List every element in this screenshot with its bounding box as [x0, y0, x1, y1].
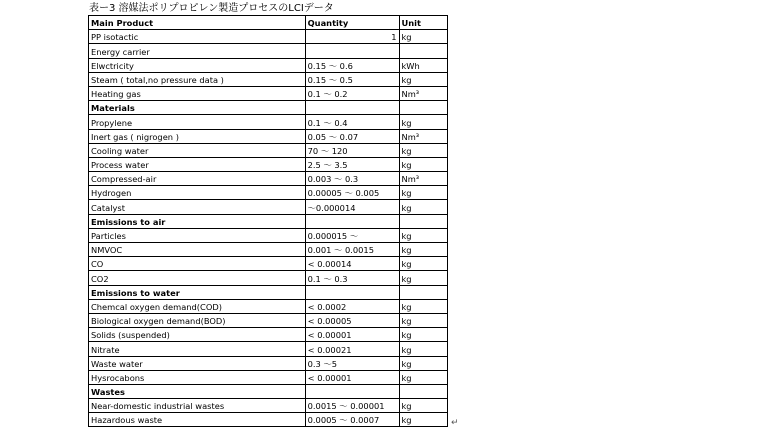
table-row	[89, 299, 448, 313]
label-cell: Cooling water	[89, 143, 306, 157]
unit-cell: kg	[399, 257, 448, 271]
quantity-cell	[305, 285, 399, 299]
label-cell: Biological oxygen demand(BOD)	[89, 313, 306, 327]
label-cell: NMVOC	[89, 243, 306, 257]
paragraph-return-mark: ↵	[451, 418, 459, 428]
label-cell: Process water	[89, 157, 306, 171]
quantity-cell	[305, 101, 399, 115]
label-cell: Materials	[89, 101, 306, 115]
unit-cell: kg	[399, 342, 448, 356]
header-unit: Unit	[399, 16, 448, 30]
table-row	[89, 172, 448, 186]
quantity-cell: 0.000015 ～	[305, 228, 399, 242]
quantity-cell: 0.05 ～ 0.07	[305, 129, 399, 143]
unit-cell: kg	[399, 228, 448, 242]
quantity-cell: 2.5 ～ 3.5	[305, 157, 399, 171]
label-cell: Particles	[89, 228, 306, 242]
header-quantity: Quantity	[305, 16, 399, 30]
unit-cell: kg	[399, 30, 448, 44]
table-row	[89, 313, 448, 327]
table-row	[89, 115, 448, 129]
unit-cell: Nm³	[399, 86, 448, 100]
quantity-cell	[305, 214, 399, 228]
label-cell: Inert gas ( nigrogen )	[89, 129, 306, 143]
unit-cell: Nm³	[399, 129, 448, 143]
quantity-cell: 0.00005 ～ 0.005	[305, 186, 399, 200]
unit-cell: kg	[399, 271, 448, 285]
label-cell: Hysrocabons	[89, 370, 306, 384]
table-row	[89, 228, 448, 242]
unit-cell: kg	[399, 200, 448, 214]
quantity-cell: < 0.00014	[305, 257, 399, 271]
table-row	[89, 413, 448, 427]
quantity-cell: 0.1 ～ 0.2	[305, 86, 399, 100]
quantity-cell: 0.003 ～ 0.3	[305, 172, 399, 186]
label-cell: Near-domestic industrial wastes	[89, 399, 306, 413]
table-row	[89, 257, 448, 271]
unit-cell: kg	[399, 356, 448, 370]
table-row	[89, 328, 448, 342]
quantity-cell	[305, 384, 399, 398]
lci-data-table	[88, 15, 448, 427]
quantity-cell: 0.1 ～ 0.3	[305, 271, 399, 285]
table-row	[89, 72, 448, 86]
label-cell: Nitrate	[89, 342, 306, 356]
table-row	[89, 58, 448, 72]
table-header-row	[89, 16, 448, 30]
label-cell: Catalyst	[89, 200, 306, 214]
table-row	[89, 200, 448, 214]
unit-cell: kg	[399, 328, 448, 342]
quantity-cell: < 0.00001	[305, 370, 399, 384]
unit-cell	[399, 384, 448, 398]
label-cell: Solids (suspended)	[89, 328, 306, 342]
label-cell: Hazardous waste	[89, 413, 306, 427]
table-row	[89, 271, 448, 285]
table-row	[89, 356, 448, 370]
unit-cell: kg	[399, 143, 448, 157]
unit-cell	[399, 101, 448, 115]
label-cell: Wastes	[89, 384, 306, 398]
quantity-cell	[305, 44, 399, 58]
quantity-cell: 0.15 ～ 0.6	[305, 58, 399, 72]
unit-cell: kg	[399, 399, 448, 413]
label-cell: Elwctricity	[89, 58, 306, 72]
label-cell: Emissions to air	[89, 214, 306, 228]
label-cell: CO2	[89, 271, 306, 285]
section-header-row	[89, 101, 448, 115]
quantity-cell: 0.0005 ～ 0.0007	[305, 413, 399, 427]
table-row	[89, 129, 448, 143]
unit-cell: kg	[399, 370, 448, 384]
label-cell: Steam ( total,no pressure data )	[89, 72, 306, 86]
unit-cell: kg	[399, 299, 448, 313]
unit-cell: kg	[399, 313, 448, 327]
unit-cell	[399, 214, 448, 228]
quantity-cell: 0.001 ～ 0.0015	[305, 243, 399, 257]
table-row	[89, 399, 448, 413]
quantity-cell: ～0.000014	[305, 200, 399, 214]
table-caption: 表ー3 溶媒法ポリプロピレン製造プロセスのLCIデータ	[89, 3, 334, 14]
unit-cell: Nm³	[399, 172, 448, 186]
label-cell: Chemcal oxygen demand(COD)	[89, 299, 306, 313]
section-header-row	[89, 384, 448, 398]
unit-cell: kg	[399, 243, 448, 257]
table-row	[89, 86, 448, 100]
table-row	[89, 143, 448, 157]
label-cell: Heating gas	[89, 86, 306, 100]
section-header-row	[89, 214, 448, 228]
quantity-cell: 0.3 ～5	[305, 356, 399, 370]
quantity-cell: < 0.00005	[305, 313, 399, 327]
unit-cell	[399, 44, 448, 58]
label-cell: Compressed-air	[89, 172, 306, 186]
label-cell: PP isotactic	[89, 30, 306, 44]
label-cell: Energy carrier	[89, 44, 306, 58]
label-cell: Waste water	[89, 356, 306, 370]
unit-cell: kWh	[399, 58, 448, 72]
section-header-row	[89, 285, 448, 299]
quantity-cell: 1	[305, 30, 399, 44]
label-cell: Propylene	[89, 115, 306, 129]
unit-cell: kg	[399, 186, 448, 200]
quantity-cell: 0.15 ～ 0.5	[305, 72, 399, 86]
label-cell: Emissions to water	[89, 285, 306, 299]
unit-cell: kg	[399, 72, 448, 86]
table-row	[89, 44, 448, 58]
unit-cell: kg	[399, 413, 448, 427]
label-cell: CO	[89, 257, 306, 271]
table-row	[89, 342, 448, 356]
quantity-cell: 70 ～ 120	[305, 143, 399, 157]
label-cell: Hydrogen	[89, 186, 306, 200]
unit-cell	[399, 285, 448, 299]
table-row	[89, 30, 448, 44]
quantity-cell: < 0.00001	[305, 328, 399, 342]
quantity-cell: < 0.0002	[305, 299, 399, 313]
table-row	[89, 243, 448, 257]
table-row	[89, 186, 448, 200]
quantity-cell: 0.1 ～ 0.4	[305, 115, 399, 129]
unit-cell: kg	[399, 157, 448, 171]
quantity-cell: < 0.00021	[305, 342, 399, 356]
unit-cell: kg	[399, 115, 448, 129]
table-row	[89, 157, 448, 171]
quantity-cell: 0.0015 ～ 0.00001	[305, 399, 399, 413]
header-product: Main Product	[89, 16, 306, 30]
table-row	[89, 370, 448, 384]
